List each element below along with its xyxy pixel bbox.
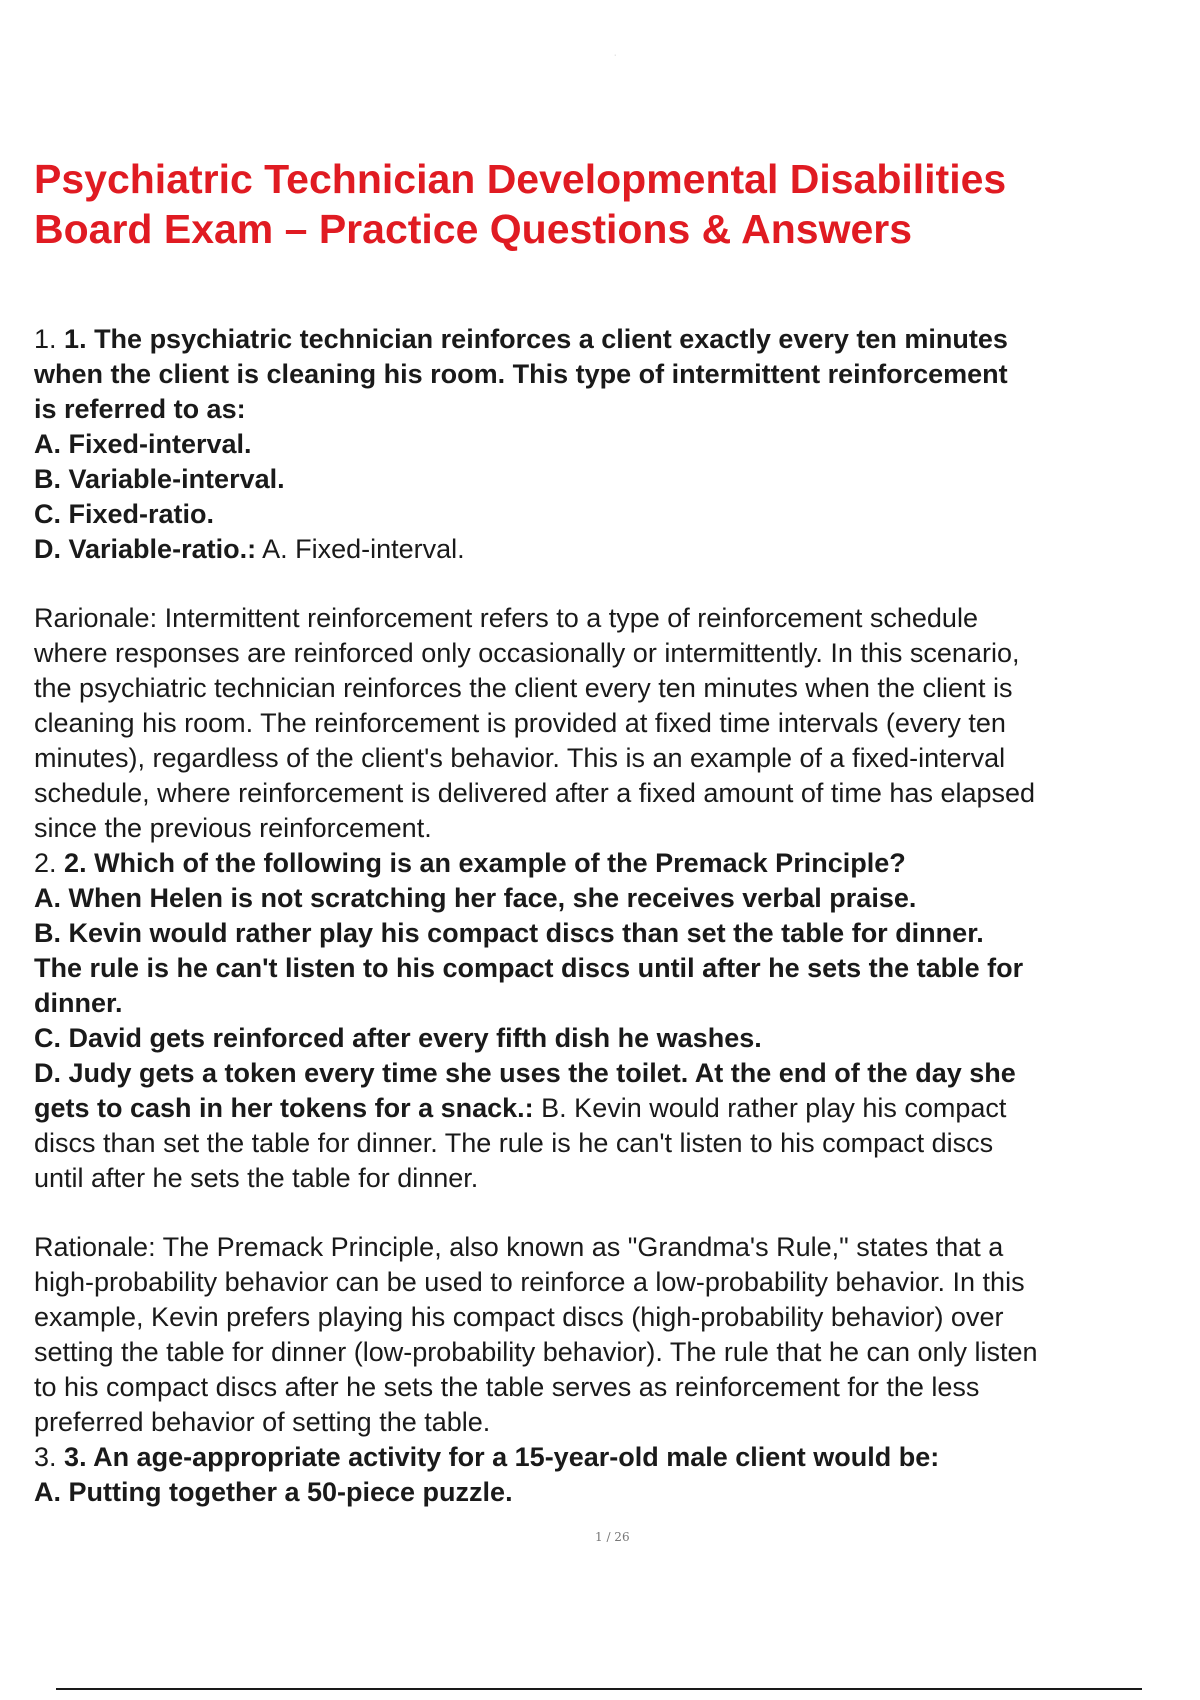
rationale-line: since the previous reinforcement. [34,813,432,843]
rationale [34,1230,1194,1440]
correct-answer: discs than set the table for dinner. The rule is he can't listen to his compact discs [34,1128,994,1158]
title-line-1: Psychiatric Technician Developmental Disabilities [34,156,1007,202]
question-2 [34,846,1194,1440]
answer-option-c: C. Fixed-ratio. [34,499,215,529]
rationale-line: high-probability behavior can be used to reinforce a low-probability behavior. In this [34,1267,1025,1297]
question-1 [34,322,1194,846]
question-number: 1. [34,324,57,354]
answer-option-b: dinner. [34,988,123,1018]
question-stem: when the client is cleaning his room. This type of intermittent reinforcement [34,359,1008,389]
answer-option-b: The rule is he can't listen to his compact discs until after he sets the table for [34,953,1024,983]
question-stem: 1. The psychiatric technician reinforces a client exactly every ten minutes [64,324,1008,354]
document-title [34,154,1174,254]
page-mark: · [614,52,617,59]
answer-option-d: D. Judy gets a token every time she uses the toilet. At the end of the day she [34,1058,1016,1088]
answer-option-b: B. Kevin would rather play his compact discs than set the table for dinner. [34,918,984,948]
question-stem: 3. An age-appropriate activity for a 15-year-old male client would be: [64,1442,940,1472]
answer-option-d: gets to cash in her tokens for a snack.: [34,1093,534,1123]
page-number: 1 / 26 [595,1530,630,1544]
question-number: 2. [34,848,57,878]
correct-answer: A. Fixed-interval. [262,534,465,564]
rationale-line: cleaning his room. The reinforcement is provided at fixed time intervals (every ten [34,708,1006,738]
rationale-line: minutes), regardless of the client's behavior. This is an example of a fixed-interval [34,743,1006,773]
footer-divider [56,1688,1142,1690]
rationale-line: schedule, where reinforcement is delivered after a fixed amount of time has elapsed [34,778,1036,808]
question-number: 3. [34,1442,57,1472]
question-stem: is referred to as: [34,394,246,424]
rationale-line: example, Kevin prefers playing his compact discs (high-probability behavior) over [34,1302,1004,1332]
answer-option-b: B. Variable-interval. [34,464,285,494]
rationale-line: the psychiatric technician reinforces the client every ten minutes when the client is [34,673,1013,703]
rationale [34,601,1194,846]
correct-answer: B. Kevin would rather play his compact [541,1093,1007,1123]
question-stem: 2. Which of the following is an example of the Premack Principle? [64,848,906,878]
rationale-line: preferred behavior of setting the table. [34,1407,491,1437]
title-line-2: Board Exam – Practice Questions & Answers [34,206,913,252]
document-body [34,322,1194,1510]
answer-option-a: A. Putting together a 50-piece puzzle. [34,1477,513,1507]
answer-option-a: A. When Helen is not scratching her face, she receives verbal praise. [34,883,917,913]
rationale-line: to his compact discs after he sets the table serves as reinforcement for the less [34,1372,980,1402]
correct-answer: until after he sets the table for dinner. [34,1163,479,1193]
answer-option-d: D. Variable-ratio.: [34,534,257,564]
rationale-line: setting the table for dinner (low-probability behavior). The rule that he can only listen [34,1337,1038,1367]
rationale-line: where responses are reinforced only occasionally or intermittently. In this scenario, [34,638,1020,668]
question-3 [34,1440,1194,1510]
rationale-line: Rationale: The Premack Principle, also known as "Grandma's Rule," states that a [34,1232,1004,1262]
rationale-line: Rarionale: Intermittent reinforcement refers to a type of reinforcement schedule [34,603,978,633]
answer-option-c: C. David gets reinforced after every fifth dish he washes. [34,1023,762,1053]
answer-option-a: A. Fixed-interval. [34,429,252,459]
